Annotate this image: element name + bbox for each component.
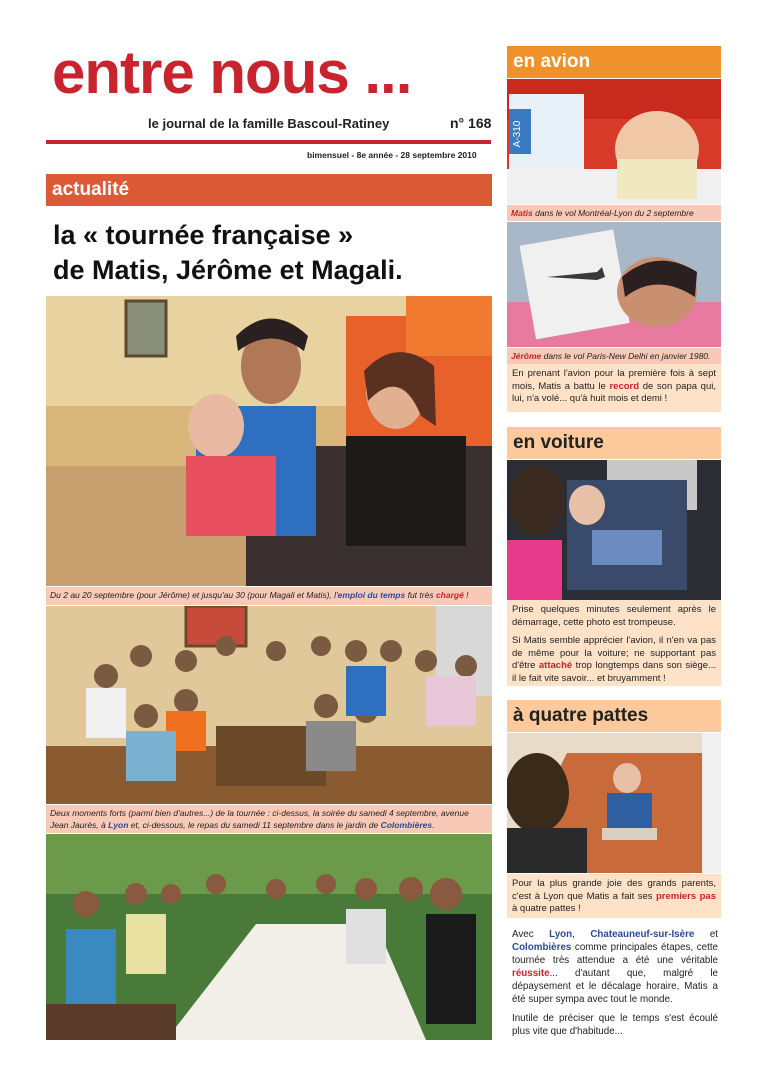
text-conclusion-p2: Inutile de préciser que le temps s'est écoulé plus vite que d'habitude...	[512, 1013, 718, 1037]
text-quatre-pattes: Pour la plus grande joie des grands parents, c'est à Lyon que Matis a fait ses premiers pas à quatre pattes !	[507, 874, 721, 918]
text-en-voiture	[507, 600, 721, 686]
issue-number: n° 168	[450, 115, 492, 131]
photo-garden-lunch	[46, 834, 492, 1040]
text-en-avion: En prenant l'avion pour la première fois à sept mois, Matis a battu le record de son papa qui, lui, n'a volé... qu'à huit mois et demi !	[507, 364, 721, 412]
caption-jerome-plane: Jérôme dans le vol Paris-New Delhi en janvier 1980.	[507, 348, 721, 364]
text-conclusion	[507, 924, 723, 1048]
photo-jerome-plane	[507, 222, 721, 347]
photo-evening-lyon	[46, 606, 492, 804]
dateline: bimensuel - 8e année - 28 septembre 2010	[307, 150, 477, 160]
headline-line-2: de Matis, Jérôme et Magali.	[53, 255, 403, 285]
photo-car-seat	[507, 460, 721, 600]
headline-line-1: la « tournée française »	[53, 220, 354, 250]
section-banner-actualite: actualité	[46, 174, 492, 206]
main-headline	[53, 218, 403, 288]
masthead-divider	[46, 140, 491, 144]
section-banner-quatre-pattes: à quatre pattes	[507, 700, 721, 732]
photo-caption-1: Du 2 au 20 septembre (pour Jérôme) et jusqu'au 30 (pour Magali et Matis), l'emploi du temps fut très chargé !	[46, 587, 492, 605]
newspaper-subtitle: le journal de la famille Bascoul-Ratiney	[148, 116, 390, 131]
text-en-voiture-p2: Si Matis semble apprécier l'avion, il n'en va pas de même pour la voiture; ne supportant pas d'être attaché trop longtemps dans son siège... il le fait vite savoir... et bruyamment !	[512, 635, 716, 684]
text-conclusion-p1: Avec Lyon, Chateauneuf-sur-Isère et Colombières comme principales étapes, cette tournée très attendue a été une véritable réussite... d'autant que, malgré le dépaysement et le décalage horaire, Matis a été super sympa avec tout le monde.	[512, 929, 718, 1005]
section-banner-en-avion: en avion	[507, 46, 721, 78]
text-en-voiture-p1: Prise quelques minutes seulement après le démarrage, cette photo est trompeuse.	[512, 604, 716, 628]
photo-matis-plane	[507, 79, 721, 204]
photo-family-sofa	[46, 296, 492, 586]
newspaper-title: entre nous ...	[52, 39, 412, 106]
caption-matis-plane: Matis dans le vol Montréal-Lyon du 2 septembre	[507, 205, 721, 221]
section-banner-en-voiture: en voiture	[507, 427, 721, 459]
photo-crawling	[507, 733, 721, 873]
photo-caption-2: Deux moments forts (parmi bien d'autres...) de la tournée : ci-dessus, la soirée du samedi 4 septembre, avenue Jean Jaurès, à Lyon et, ci-dessous, le repas du samedi 11 septembre dans le jardin de Colombières.	[46, 805, 492, 833]
card-label: A-310	[512, 120, 523, 148]
